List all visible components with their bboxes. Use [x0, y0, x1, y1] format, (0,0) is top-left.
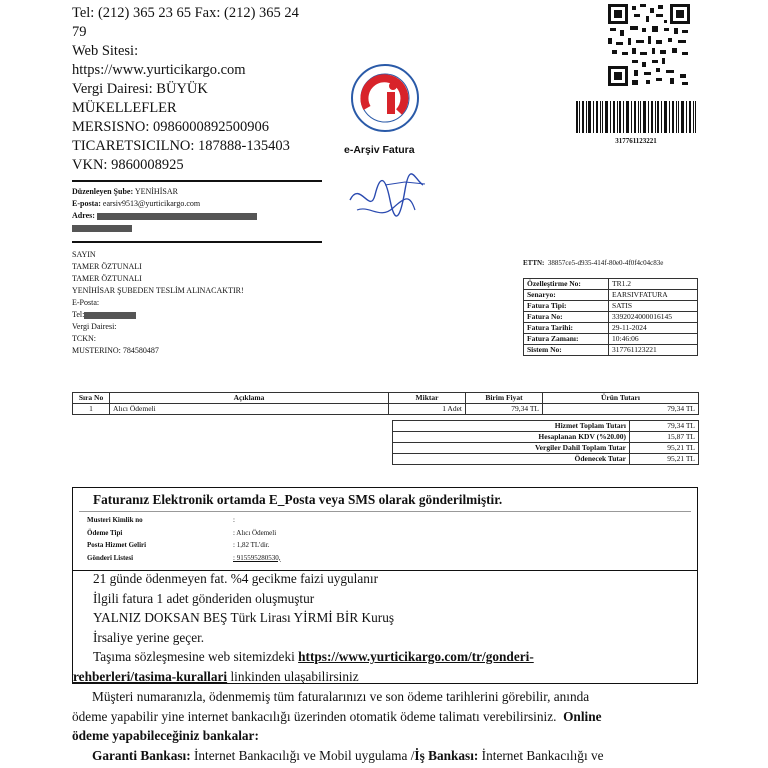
seller-tax-office: Vergi Dairesi: BÜYÜK: [72, 81, 208, 97]
signature-icon: [345, 170, 430, 230]
notice-field-value: : 915595280530,: [233, 553, 281, 562]
seller-website[interactable]: https://www.yurticikargo.com: [72, 62, 246, 78]
buyer-info: [72, 249, 322, 357]
buyer-email-label: E-Posta:: [72, 298, 100, 307]
buyer-tckn: TCKN:: [72, 334, 96, 343]
footer-line: [72, 707, 702, 727]
footer-text: [72, 687, 702, 765]
col-header: Ürün Tutarı: [543, 393, 699, 404]
items-table: [72, 392, 699, 415]
ettn-value: 38857ce5-d935-414f-80e0-4f0f4c04c83e: [547, 259, 664, 267]
seller-phone: Tel: (212) 365 23 65 Fax: (212) 365 24: [72, 5, 299, 21]
totals-row: [393, 432, 699, 443]
totals-label: Vergiler Dahil Toplam Tutar: [393, 443, 630, 454]
bank-garanti: Garanti Bankası:: [92, 747, 191, 763]
buyer-tel-label: Tel:: [72, 310, 85, 319]
notice-field: [73, 553, 697, 566]
note-line: İrsaliye yerine geçer.: [93, 629, 205, 645]
totals-row: [393, 421, 699, 432]
meta-label: Özelleştirme No:: [524, 279, 609, 290]
divider: [72, 180, 322, 182]
meta-value: 10:46:06: [609, 334, 698, 345]
redacted-address: [97, 213, 257, 220]
notes-box: [72, 569, 698, 684]
seller-info: [72, 4, 372, 175]
note-line: İlgili fatura 1 adet gönderiden oluşmuştur: [93, 590, 315, 606]
meta-row: [524, 279, 698, 290]
buyer-header: SAYIN: [72, 250, 96, 259]
col-header: Miktar: [389, 393, 466, 404]
meta-value: 29-11-2024: [609, 323, 698, 334]
divider: [72, 241, 322, 243]
terms-link-cont[interactable]: rehberleri/tasima-kurallari: [73, 668, 228, 684]
meta-label: Fatura Zamanı:: [524, 334, 609, 345]
meta-label: Fatura Tipi:: [524, 301, 609, 312]
note-line: YALNIZ DOKSAN BEŞ Türk Lirası YİRMİ BİR Kuruş: [93, 610, 395, 625]
col-header: Açıklama: [110, 393, 389, 404]
meta-row: [524, 312, 698, 323]
gib-seal-icon: [349, 62, 421, 134]
totals-label: Hesaplanan KDV (%20.00): [393, 432, 630, 443]
notice-field-label: Posta Hizmet Geliri: [87, 541, 147, 549]
redacted-phone: [84, 312, 136, 319]
footer-banks: [72, 746, 702, 766]
seller-mersis: MERSISNO: 0986000892500906: [72, 119, 269, 135]
notice-field: [73, 528, 697, 541]
totals-label: Ödenecek Tutar: [393, 454, 630, 465]
invoice-meta-table: [523, 278, 698, 356]
meta-value: EARSIVFATURA: [609, 290, 698, 301]
cell-no: 1: [73, 404, 110, 415]
meta-value: 3392024000016145: [609, 312, 698, 323]
barcode-icon: [576, 101, 696, 133]
footer-online: Online: [563, 708, 602, 724]
footer-banks-header: ödeme yapabileceğiniz bankalar:: [72, 728, 259, 743]
buyer-name-2: TAMER ÖZTUNALI: [72, 274, 142, 283]
cell-qty: 1 Adet: [389, 404, 466, 415]
meta-row: [524, 345, 698, 356]
notice-field-value: : 1,82 TL'dir.: [233, 541, 270, 549]
notice-field-label: Ödeme Tipi: [87, 528, 123, 537]
col-header: Sıra No: [73, 393, 110, 404]
notice-field-label: Gönderi Listesi: [87, 553, 134, 562]
meta-label: Sistem No:: [524, 345, 609, 356]
buyer-name: TAMER ÖZTUNALI: [72, 262, 142, 271]
notes-list: [73, 569, 697, 667]
redacted-address-cont: [72, 225, 132, 232]
totals-label: Hizmet Toplam Tutarı: [393, 421, 630, 432]
branch-email-label: E-posta:: [72, 199, 101, 208]
seller-tax-office-cont: MÜKELLEFLER: [72, 100, 177, 116]
totals-table: [392, 420, 699, 465]
terms-line-2: [73, 667, 697, 687]
barcode: [576, 101, 696, 133]
buyer-address: YENİHİSAR ŞUBEDEN TESLİM ALINACAKTIR!: [72, 286, 244, 295]
notice-field-label: Musteri Kimlik no: [87, 516, 143, 524]
seller-website-label: Web Sitesi:: [72, 43, 139, 59]
bank-isbank: İş Bankası:: [414, 747, 479, 763]
qr-code: [606, 2, 692, 88]
meta-label: Fatura No:: [524, 312, 609, 323]
meta-value: TR1.2: [609, 279, 698, 290]
meta-row: [524, 301, 698, 312]
meta-label: Senaryo:: [524, 290, 609, 301]
branch-value: YENİHİSAR: [134, 187, 178, 196]
seller-vkn: VKN: 9860008925: [72, 157, 184, 173]
branch-info: [72, 186, 322, 234]
totals-value: 79,34 TL: [630, 421, 699, 432]
bank-garanti-desc: İnternet Bankacılığı ve Mobil uygulama /: [190, 747, 415, 763]
ettn-line: [523, 258, 703, 268]
meta-row: [524, 290, 698, 301]
cell-total: 79,34 TL: [543, 404, 699, 415]
meta-value: SATIS: [609, 301, 698, 312]
terms-suffix: linkinden ulaşabilirsiniz: [227, 668, 359, 684]
branch-address-label: Adres:: [72, 211, 95, 220]
meta-row: [524, 323, 698, 334]
terms-prefix: Taşıma sözleşmesine web sitemizdeki: [93, 649, 299, 664]
meta-value: 317761123221: [609, 345, 698, 356]
cell-unit: 79,34 TL: [466, 404, 543, 415]
meta-label: Fatura Tarihi:: [524, 323, 609, 334]
terms-link[interactable]: https://www.yurticikargo.com/tr/gonderi-: [298, 649, 534, 664]
note-line: 21 günde ödenmeyen fat. %4 gecikme faizi uygulanır: [93, 571, 379, 586]
col-header: Birim Fiyat: [466, 393, 543, 404]
footer-line-2: ödeme yapabilir yine internet bankacılığı üzerinden otomatik ödeme talimatı verebilirsiniz.: [72, 708, 557, 724]
totals-value: 95,21 TL: [630, 443, 699, 454]
notice-fields: [73, 515, 697, 565]
barcode-number: 317761123221: [615, 137, 657, 145]
buyer-tax-office: Vergi Dairesi:: [72, 322, 117, 331]
bank-isbank-desc: İnternet Bankacılığı ve: [478, 747, 604, 763]
branch-label: Düzenleyen Şube:: [72, 187, 134, 196]
seller-trade-registry: TICARETSICILNO: 187888-135403: [72, 138, 290, 154]
items-header-row: [73, 393, 699, 404]
notice-title: Faturanız Elektronik ortamda E_Posta veya SMS olarak gönderilmiştir.: [93, 492, 503, 507]
totals-value: 95,21 TL: [630, 454, 699, 465]
notice-field-value: : Alıcı Ödemeli: [233, 528, 277, 537]
notice-field-value: :: [233, 516, 235, 524]
seller-phone-cont: 79: [72, 24, 87, 40]
branch-email: earsiv9513@yurticikargo.com: [102, 199, 201, 208]
gib-logo: [349, 62, 421, 134]
ettn-label: ETTN:: [523, 259, 545, 267]
notice-field: [73, 515, 697, 528]
totals-row: [393, 443, 699, 454]
earsiv-title: e-Arşiv Fatura: [344, 144, 415, 156]
footer-line: Müşteri numaranızla, ödenmemiş tüm faturalarınızı ve son ödeme tarihlerini görebilir, anında: [92, 689, 590, 704]
notice-field: [73, 540, 697, 553]
notice-box: [72, 487, 698, 571]
meta-row: [524, 334, 698, 345]
table-row: [73, 404, 699, 415]
cell-desc: Alıcı Ödemeli: [110, 404, 389, 415]
buyer-customer-no: MUSTERINO: 784580487: [72, 346, 159, 355]
totals-row: [393, 454, 699, 465]
qr-code-icon: [606, 2, 692, 88]
terms-line: [93, 647, 697, 667]
totals-value: 15,87 TL: [630, 432, 699, 443]
